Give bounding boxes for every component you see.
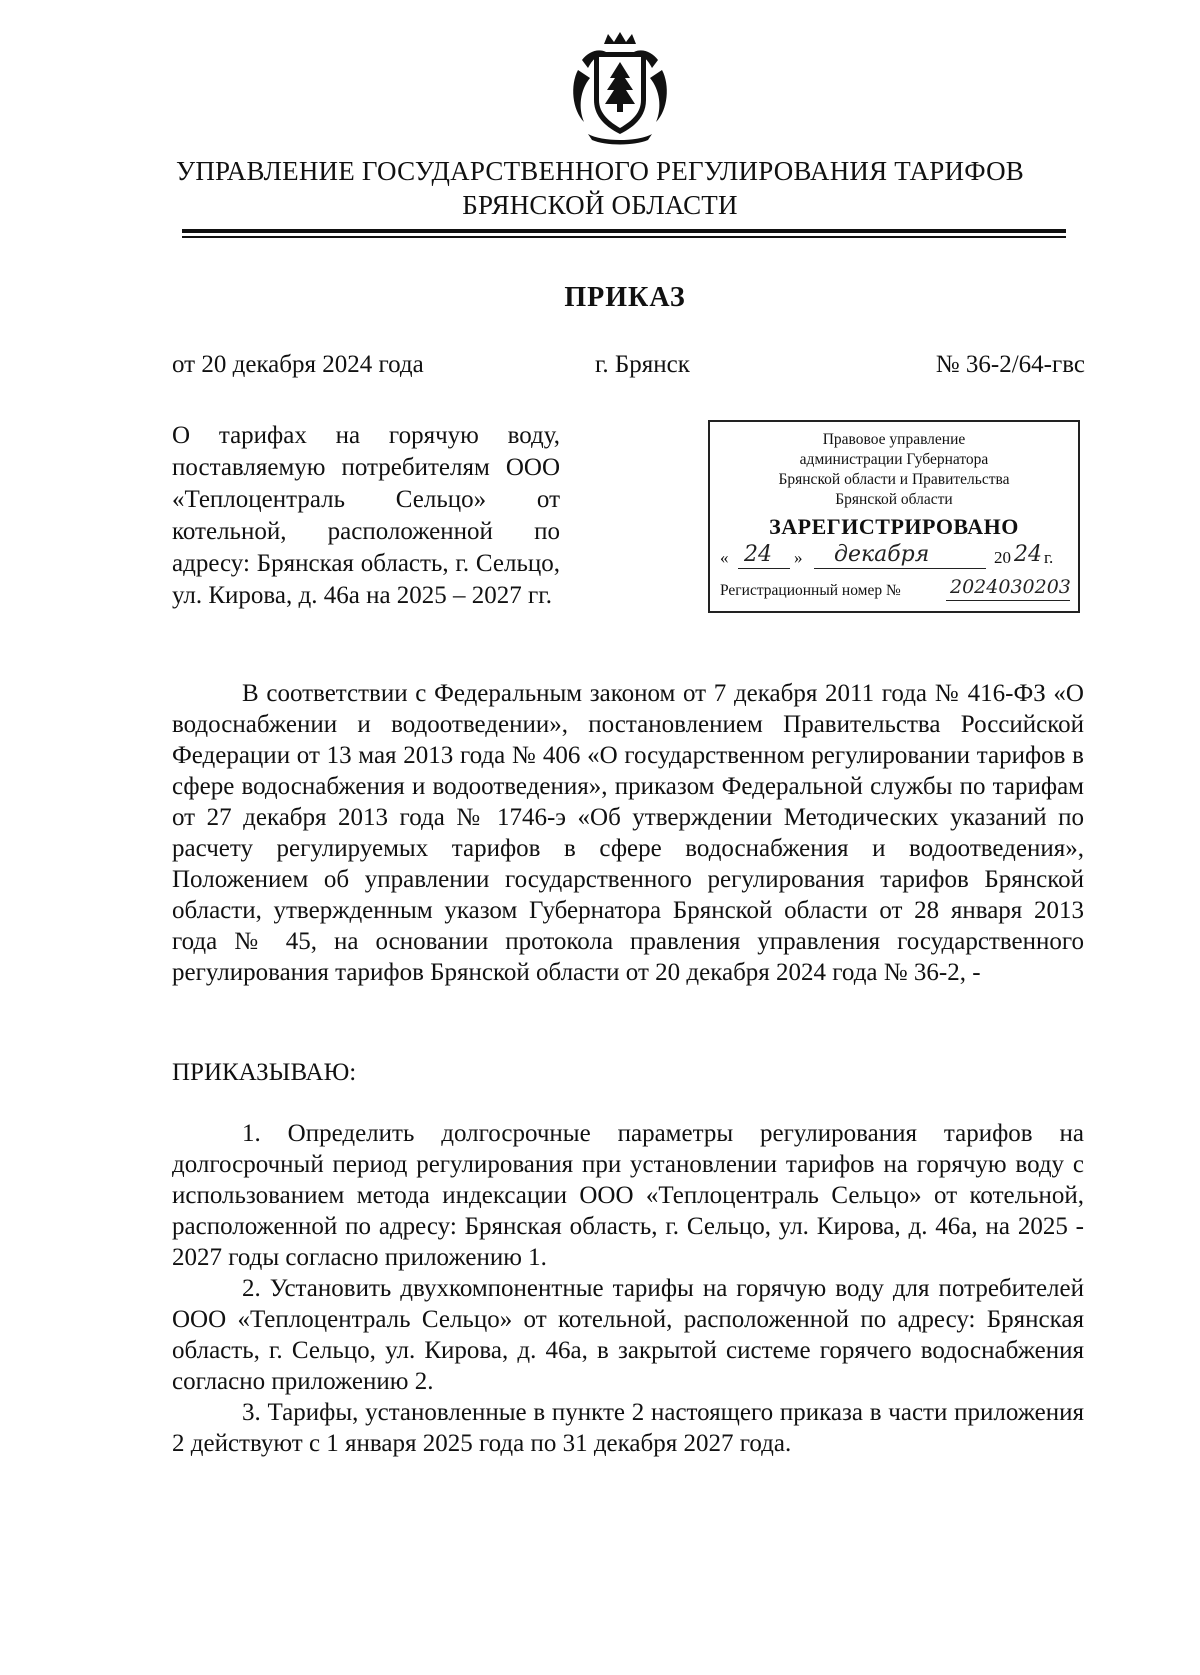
registration-stamp xyxy=(708,420,1080,613)
document-date: от 20 декабря 2024 года xyxy=(172,351,424,378)
stamp-month-underline xyxy=(814,568,986,569)
stamp-org-line3: Брянской области и Правительства xyxy=(778,471,1010,488)
preamble-paragraph: В соответствии с Федеральным законом от 7 декабря 2011 года № 416-ФЗ «О водоснабжении и водоотведении», постановлением Правительства Российской Федерации от 13 мая 2013 года № 406 «О государственном регулировании тарифов в сфере водоснабжения и водоотведения», приказом Федеральной службы по тарифам от 27 декабря 2013 года № 1746-э «Об утверждении Методических указаний по расчету регулируемых тарифов в сфере водоснабжения и водоотведения», Положением об управлении государственного регулирования тарифов Брянской области, утвержденным указом Губернатора Брянской области от 28 января 2013 года № 45, на основании протокола правления управления государственного регулирования тарифов Брянской области от 20 декабря 2024 года № 36-2, - xyxy=(172,680,1084,986)
bryansk-coat-of-arms-icon xyxy=(568,30,672,148)
stamp-org-line2: администрации Губернатора xyxy=(799,451,989,468)
stamp-day-underline xyxy=(738,568,790,569)
document-city: г. Брянск xyxy=(595,351,690,378)
stamp-day: 24 xyxy=(744,542,772,567)
stamp-year-end: г. xyxy=(1044,548,1054,567)
header-divider-thin xyxy=(182,236,1066,238)
stamp-org-line4: Брянской области xyxy=(835,491,953,508)
document-number: № 36-2/64-гвс xyxy=(935,351,1085,378)
stamp-reg-underline xyxy=(946,600,1070,601)
stamp-year-prefix: 20 xyxy=(994,548,1011,567)
stamp-year-suffix: 24 xyxy=(1014,542,1042,567)
stamp-registration-row xyxy=(710,574,1078,604)
stamp-org-line1: Правовое управление xyxy=(822,431,966,448)
stamp-month: декабря xyxy=(834,542,930,567)
decree-word: ПРИКАЗЫВАЮ: xyxy=(172,1059,357,1086)
stamp-quote-open: « xyxy=(720,548,729,567)
stamp-reg-number: 2024030203 xyxy=(950,576,1071,598)
document-title: ПРИКАЗ xyxy=(564,282,686,313)
org-name-line1: УПРАВЛЕНИЕ ГОСУДАРСТВЕННОГО РЕГУЛИРОВАНИЯ ТАРИФОВ xyxy=(176,156,1024,186)
document-subject: О тарифах на горячую воду, поставляемую потребителям ООО «Теплоцентраль Сельцо» от котельной, расположенной по адресу: Брянская область, г. Сельцо, ул. Кирова, д. 46а на 2025 – 2027 гг. xyxy=(172,422,560,609)
order-item-3: 3. Тарифы, установленные в пункте 2 настоящего приказа в части приложения 2 действуют с 1 января 2025 года по 31 декабря 2027 года. xyxy=(172,1399,1084,1457)
stamp-title: ЗАРЕГИСТРИРОВАНО xyxy=(769,514,1019,539)
stamp-date-row xyxy=(710,542,1078,574)
stamp-reg-label: Регистрационный номер № xyxy=(720,582,901,599)
org-name-line2: БРЯНСКОЙ ОБЛАСТИ xyxy=(462,190,738,220)
order-items xyxy=(172,1118,1084,1459)
order-item-1: 1. Определить долгосрочные параметры регулирования тарифов на долгосрочный период регулирования при установлении тарифов на горячую воду с использованием метода индексации ООО «Теплоцентраль Сельцо» от котельной, расположенной по адресу: Брянская область, г. Сельцо, ул. Кирова, д. 46а, на 2025 - 2027 годы согласно приложению 1. xyxy=(172,1120,1084,1271)
header-divider-thick xyxy=(182,229,1066,233)
stamp-quote-close: » xyxy=(794,548,803,567)
order-item-2: 2. Установить двухкомпонентные тарифы на горячую воду для потребителей ООО «Теплоцентраль Сельцо» от котельной, расположенной по адресу: Брянская область, г. Сельцо, ул. Кирова, д. 46а, в закрытой системе горячего водоснабжения согласно приложению 2. xyxy=(172,1275,1084,1395)
organization-header xyxy=(120,154,1080,222)
